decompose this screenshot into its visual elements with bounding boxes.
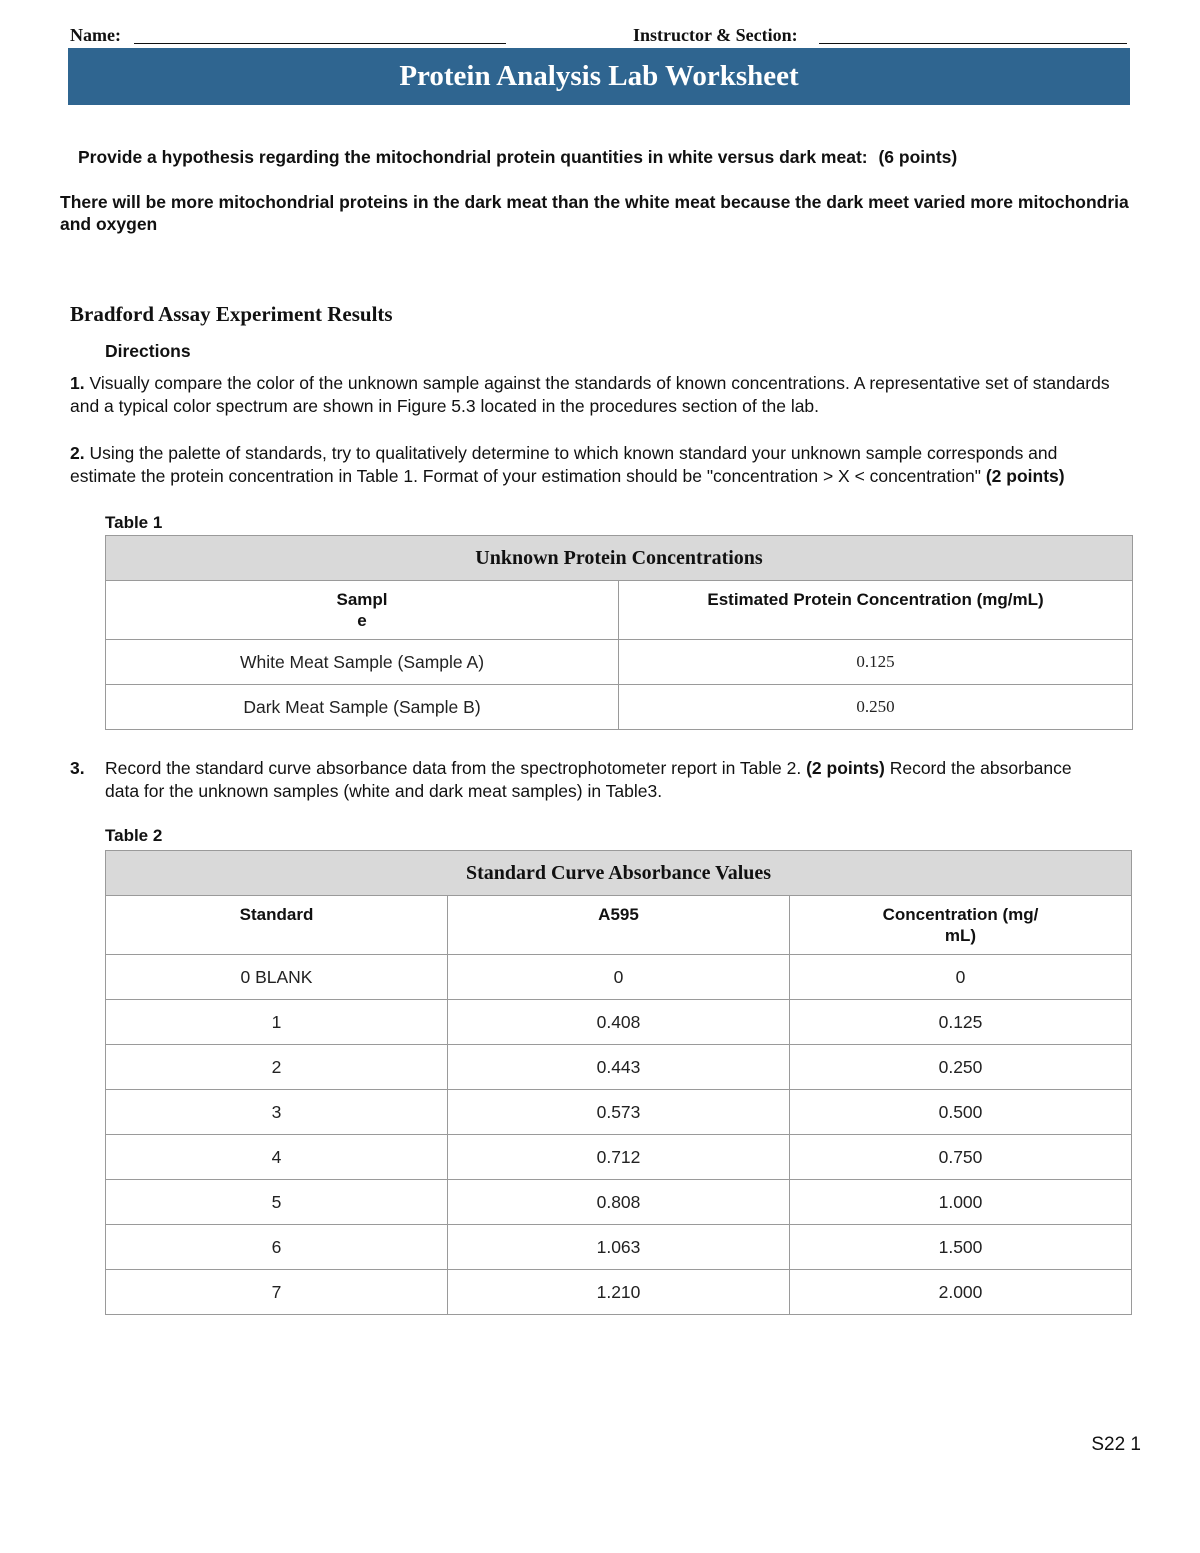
table-2-cell-conc: 0.750: [790, 1135, 1132, 1180]
table-2-cell-conc: 1.000: [790, 1180, 1132, 1225]
instructor-label: Instructor & Section:: [633, 25, 798, 45]
step-3-points: (2 points): [806, 758, 885, 778]
table-2-cell-conc: 0: [790, 955, 1132, 1000]
table-2-cell-conc: 1.500: [790, 1225, 1132, 1270]
step-3-text-b: Record the absorbance data for the unknown samples (white and dark meat samples) in Table3.: [105, 758, 1072, 801]
name-field[interactable]: [134, 43, 506, 44]
table-2-cell-standard: 6: [106, 1225, 448, 1270]
step-1: [70, 372, 1135, 418]
table-row: [106, 640, 1133, 685]
table-2-cell-standard: 2: [106, 1045, 448, 1090]
table-2-cell-conc: 2.000: [790, 1270, 1132, 1315]
table-row: [106, 1090, 1132, 1135]
hypothesis-points: (6 points): [878, 147, 958, 167]
table-2-col-conc-line2: mL): [944, 926, 977, 945]
table-1-col-sample: [106, 581, 619, 640]
table-2-col-conc-line1: Concentration (mg/: [882, 905, 1039, 924]
page-number: S22 1: [1091, 1434, 1141, 1455]
table-2-cell-a595[interactable]: 0.443: [448, 1045, 790, 1090]
table-2-col-a595: A595: [448, 896, 790, 955]
table-2-cell-conc: 0.125: [790, 1000, 1132, 1045]
table-2-cell-standard: 5: [106, 1180, 448, 1225]
table-1-col-sample-line1: Sampl: [336, 590, 388, 609]
table-2-cell-a595[interactable]: 1.210: [448, 1270, 790, 1315]
table-1-caption: Unknown Protein Concentrations: [106, 536, 1133, 581]
table-row: [106, 1000, 1132, 1045]
table-2-cell-a595[interactable]: 0.573: [448, 1090, 790, 1135]
step-3-text-a: Record the standard curve absorbance data from the spectrophotometer report in Table 2.: [105, 758, 802, 778]
table-2-cell-a595[interactable]: 0: [448, 955, 790, 1000]
table-2: [105, 850, 1132, 1315]
table-1-col-conc: Estimated Protein Concentration (mg/mL): [619, 581, 1133, 640]
table-2-caption: Standard Curve Absorbance Values: [106, 851, 1132, 896]
table-2-cell-standard: 3: [106, 1090, 448, 1135]
table-2-cell-standard: 0 BLANK: [106, 955, 448, 1000]
table-2-cell-a595[interactable]: 0.408: [448, 1000, 790, 1045]
table-1-col-sample-line2: e: [357, 611, 367, 630]
step-1-number: 1.: [70, 373, 85, 393]
table-2-label: Table 2: [105, 826, 163, 845]
step-1-text: Visually compare the color of the unknown sample against the standards of known concentrations. A representative set of standards and a typical color spectrum are shown in Figure 5.3 located in the procedures section of the lab.: [70, 373, 1110, 416]
directions-label: Directions: [105, 341, 191, 361]
table-1-cell-sample: White Meat Sample (Sample A): [106, 640, 619, 685]
table-2-cell-standard: 7: [106, 1270, 448, 1315]
table-2-cell-conc: 0.250: [790, 1045, 1132, 1090]
table-1-cell-conc[interactable]: 0.250: [619, 685, 1133, 730]
table-1-label: Table 1: [105, 513, 163, 532]
table-2-cell-conc: 0.500: [790, 1090, 1132, 1135]
section-title: Bradford Assay Experiment Results: [70, 302, 393, 326]
table-2-cell-a595[interactable]: 1.063: [448, 1225, 790, 1270]
hypothesis-prompt-text: Provide a hypothesis regarding the mitochondrial protein quantities in white versus dark meat:: [78, 147, 868, 167]
step-2-points: (2 points): [985, 466, 1065, 486]
table-row: [106, 955, 1132, 1000]
table-2-cell-standard: 4: [106, 1135, 448, 1180]
table-2-cell-standard: 1: [106, 1000, 448, 1045]
title-banner: [68, 48, 1130, 105]
table-row: [106, 1135, 1132, 1180]
table-2-col-standard: Standard: [106, 896, 448, 955]
table-row: [106, 1270, 1132, 1315]
hypothesis-prompt: [78, 147, 957, 168]
step-3: [70, 757, 1110, 803]
name-label: Name:: [70, 25, 121, 45]
table-1-cell-conc[interactable]: 0.125: [619, 640, 1133, 685]
table-row: [106, 1180, 1132, 1225]
table-2-cell-a595[interactable]: 0.712: [448, 1135, 790, 1180]
table-row: [106, 1045, 1132, 1090]
hypothesis-answer: There will be more mitochondrial proteins in the dark meat than the white meat because the dark meet varied more mitochondria and oxygen: [60, 192, 1129, 234]
step-2-text: Using the palette of standards, try to qualitatively determine to which known standard your unknown sample corresponds and estimate the protein concentration in Table 1. Format of your estimation should be "concentration > X < concentration": [70, 443, 1058, 486]
step-3-number: 3.: [70, 758, 85, 778]
table-row: [106, 1225, 1132, 1270]
table-1: [105, 535, 1133, 730]
table-row: [106, 685, 1133, 730]
table-1-cell-sample: Dark Meat Sample (Sample B): [106, 685, 619, 730]
instructor-field[interactable]: [819, 43, 1127, 44]
table-2-col-conc: [790, 896, 1132, 955]
step-2-number: 2.: [70, 443, 85, 463]
step-2: [70, 442, 1070, 488]
table-2-cell-a595[interactable]: 0.808: [448, 1180, 790, 1225]
page-title: Protein Analysis Lab Worksheet: [399, 60, 799, 92]
